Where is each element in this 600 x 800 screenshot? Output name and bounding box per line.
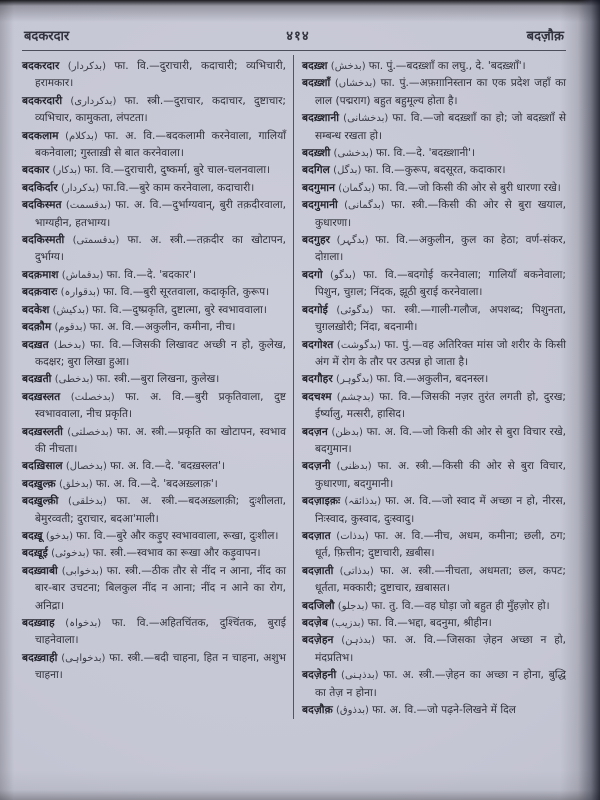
entry-headword: बदख़्श [302,60,328,72]
entry-definition: फा. अ. वि.—जिसका ज़ेहन अच्छा न हो, मंदप्रतिभ। [315,634,566,664]
entry-definition: फा. स्त्री.—स्वभाव का रूखा और कड़ुवापन। [92,547,261,560]
dictionary-entry [22,476,286,493]
entry-headword: बदकलाम [22,129,59,142]
entry-urdu-script: (بدخصال) [62,461,111,473]
left-column [22,55,293,719]
dictionary-entry [302,667,566,702]
dictionary-entry [22,197,286,232]
entry-urdu-script: (بدذات) [330,530,375,542]
entry-headword: बदगौहर [302,373,333,386]
entry-urdu-script: (بدگل) [329,165,365,177]
entry-urdu-script: (بدگوہر) [332,374,377,386]
entry-definition: फा. अ. स्त्री.—तक़दीर का खोटापन, दुर्भाग्य। [35,234,286,264]
entry-urdu-script: (بدقسمتی) [64,235,128,247]
dictionary-entry [22,58,286,93]
entry-definition: फा. अ. स्त्री.—नीचता, अधमता; छल, कपट; धूर्तता, मक्कारी; दुष्टाचार, ख़बासत। [315,564,566,595]
entry-definition: फा. वि.—जिसकी लिखावट अच्छी न हो, कुलेख, कदक्षर; बुरा लिखा हुआ। [35,338,286,368]
entry-definition: फा. पुं.—बदख़्शाँ का लघु., दे. 'बदख़्शाँ'। [368,60,526,72]
entry-headword: बदगोई [302,303,328,316]
entry-headword: बदख़स्लत [22,390,61,403]
dictionary-entry [302,145,566,162]
entry-definition: फा. अ. वि.—दुर्भाग्यवान्, बुरी तक़दीरवाला, भाग्यहीन, हतभाग्य। [35,199,286,229]
entry-headword: बदज़न [302,425,328,438]
entry-headword: बदक़वारः [22,286,58,299]
entry-definition: फा. वि.—जो बदख़्शाँ का हो; जो बदख़्शाँ से सम्बन्ध रखता हो। [315,112,567,142]
entry-definition: फा. स्त्री.—ठीक तौर से नींद न आना, नींद का बार-बार उचटना; बिलकुल नींद न आना; नींद न आने का रोग, अनिद्रा। [35,564,286,612]
entry-definition: फा. वि.—जो किसी की ओर से बुरी धारणा रखे। [378,181,561,194]
entry-headword: बदज़ात [302,529,331,542]
entry-urdu-script: (بدذہن) [333,635,383,647]
dictionary-entry [22,563,286,615]
entry-definition: फा. अ. वि.—जो किसी की ओर से बुरा विचार रखे, बदगुमान। [315,425,566,455]
entry-headword: बदज़ौक़ [302,704,333,717]
entry-definition: फा. स्त्री.—दुराचार, कदाचार, दुष्टाचार; व्यभिचार, कामुकता, लंपटता। [35,94,286,125]
dictionary-entry [302,563,566,598]
entry-urdu-script: (بدگمانی) [337,200,391,212]
entry-headword: बदज़ाती [302,564,334,577]
entry-urdu-script: (بدکردار) [57,182,103,194]
dictionary-entry [302,528,566,563]
entry-headword: बदक़ौम [22,321,52,334]
entry-urdu-script: (بدکیش) [49,304,93,316]
entry-headword: बदख़्वाह [22,617,55,629]
entry-urdu-script: (بدظنی) [330,461,378,473]
entry-urdu-script: (بدخوئی) [47,548,93,560]
entry-urdu-script: (بدذوق) [332,705,373,717]
entry-urdu-script: (بدگمان) [335,182,379,194]
page-number: ४१४ [286,29,310,44]
dictionary-entry [22,458,286,475]
dictionary-entry [22,545,286,562]
entry-definition: फा. वि.—दुष्प्रकृति, दुष्टात्मा, बुरे स्वभाववाला। [92,303,267,316]
dictionary-entry [22,162,286,179]
entry-headword: बदचश्म [302,390,332,403]
entry-urdu-script: (بدخلقی) [58,496,117,508]
entry-headword: बदख़्शी [302,147,331,160]
entry-urdu-script: (بدکردار) [59,61,115,72]
header-rule [22,50,566,51]
entry-urdu-script: (بدخشاں) [330,78,381,90]
entry-headword: बदज़ेब [302,617,328,629]
two-column-text [22,55,566,719]
entry-urdu-script: (بدخط) [48,339,91,351]
entry-definition: फा. अ. स्त्री.—किसी की ओर से बुरा विचार, कुधारणा, बदगुमानी। [315,460,566,490]
entry-headword: बदगुमान [302,181,336,194]
entry-headword: बदजिलौ [302,599,335,612]
dictionary-entry [302,232,566,267]
entry-headword: बदगुहर [302,234,331,247]
dictionary-entry [302,75,566,110]
dictionary-entry [22,180,286,197]
entry-urdu-script: (بدزیب) [327,618,368,629]
entry-headword: बदज़ेहनी [302,669,337,682]
entry-definition: फा. वि.—दे. 'बदकार'। [106,268,196,281]
dictionary-entry [22,128,286,163]
dictionary-entry [302,702,566,719]
entry-definition: फा. वि.—दुराचारी, दुष्कर्मा, बुरे चाल-चलनवाला। [84,164,271,177]
entry-definition: फा. वि.—अकुलीन, कुल का हेठा; वर्ण-संकर, दोग़ला। [315,234,566,264]
entry-headword: बदकरदारी [22,94,63,107]
dictionary-entry [302,371,566,388]
dictionary-entry [302,337,566,372]
dictionary-entry [22,232,286,267]
entry-definition: फा. वि.—अहितचिंतक, दुश्चिंतक, बुराई चाहनेवाला। [35,617,286,647]
entry-headword: बदख़ूई [22,547,48,560]
dictionary-entry [22,389,286,424]
entry-headword: बदख़िसाल [22,460,63,473]
header-right-guideword: बदज़ौक़ [526,29,564,44]
dictionary-entry [22,337,286,372]
entry-headword: बदख़ुल्क़ी [22,495,59,508]
entry-urdu-script: (بدگہر) [330,235,376,247]
entry-urdu-script: (بدگو) [322,269,364,281]
dictionary-entry [22,371,286,388]
entry-definition: फा. वि.—जिसकी नज़र तुरंत लगती हो, दुरख; ईर्ष्यालु, मत्सरी, हासिद। [315,390,566,421]
entry-definition: फा. अ. वि.—अकुलीन, कमीना, नीच। [89,321,236,334]
dictionary-entry [22,302,286,319]
entry-urdu-script: (بدکرداری) [62,95,125,107]
dictionary-entry [22,93,286,128]
entry-headword: बदज़नी [302,460,331,473]
entry-definition: फा. अ. स्त्री.—बदअख़्लाक़ी; दुःशीलता, बेमुरव्वती; दुराचार, बदआ'माली। [35,495,286,525]
entry-headword: बदकिर्दार [22,181,58,194]
entry-definition: फा. अ. वि.—बुरी प्रकृतिवाला, दुष्ट स्वभाववाला, नीच प्रकृति। [35,390,286,421]
entry-definition: फा. वि.—भद्दा, बदनुमा, श्रीहीन। [367,617,492,629]
dictionary-entry [302,58,566,75]
entry-definition: फा. वि.—बुरे और कड़ुए स्वभाववाला, रूखा, दुःशील। [76,529,279,542]
entry-urdu-script: (بدذاتی) [333,565,380,577]
entry-headword: बदज़ेहन [302,634,334,647]
entry-headword: बदज़ाइक़ः [302,495,341,508]
dictionary-entry [302,302,566,337]
entry-definition: फा. वि.—बुरी सूरतवाला, कदाकृति, कुरूप। [103,286,270,299]
entry-definition: फा. स्त्री.—बदी चाहना, हित न चाहना, अशुभ चाहना। [35,651,286,682]
entry-headword: बदगो [302,268,323,281]
dictionary-entry [302,110,566,145]
entry-headword: बदख़स्लती [22,425,64,438]
entry-definition: फा. पुं.—अफ़ग़ानिस्तान का एक प्रदेश जहाँ का लाल (पद्मराग) बहुत बहुमूल्य होता है। [315,77,566,107]
dictionary-entry [302,632,566,667]
entry-headword: बदकिस्मत [22,199,62,212]
page-content [22,18,566,719]
entry-definition: फा.वि.—बुरे काम करनेवाला, कदाचारी। [102,181,255,194]
dictionary-entry [302,615,566,632]
entry-headword: बदख़ती [22,373,52,386]
dictionary-entry [22,267,286,284]
dictionary-entry [302,424,566,459]
entry-urdu-script: (بدخشانی) [339,113,393,125]
entry-headword: बदकेश [22,303,50,316]
entry-headword: बदख़ुल्क़ [22,477,56,490]
entry-headword: बदख़्वाबी [22,564,58,577]
entry-urdu-script: (بدظن) [327,426,367,438]
entry-urdu-script: (بدذائقہ) [340,496,386,508]
entry-headword: बदगिल [302,164,330,177]
dictionary-entry [22,284,286,301]
entry-headword: बदगुमानी [302,199,338,212]
entry-definition: फा. स्त्री.—गाली-गलौज, अपशब्द; पिशुनता, चुग़लख़ोरी; निंदा, बदनामी। [315,303,566,334]
dictionary-entry [22,615,286,650]
entry-urdu-script: (بدقسمت) [61,200,116,212]
entry-urdu-script: (بدکلام) [58,130,105,142]
entry-headword: बदख़्शाँ [302,77,331,90]
entry-headword: बदक़माश [22,268,59,281]
entry-headword: बदख़ू [22,529,43,542]
dictionary-entry [302,389,566,424]
entry-headword: बदगोश्त [302,338,334,351]
entry-headword: बदकिस्मती [22,234,65,247]
entry-urdu-script: (بدگوئی) [327,304,382,316]
entry-definition: फा. वि.—दे. 'बदख़्शानी'। [376,147,476,160]
dictionary-entry [22,319,286,336]
right-column [293,55,566,719]
entry-urdu-script: (بدخلق) [55,478,96,490]
entry-headword: बदख़्शानी [302,112,340,125]
dictionary-entry [302,458,566,493]
entry-urdu-script: (بدخشی) [330,148,377,160]
dictionary-entry [22,493,286,528]
running-header [22,18,566,50]
entry-definition: फा. वि.—बदगोई करनेवाला; गालियाँ बकनेवाला; पिशुन, चुग़ल; निंदक, झूठी बुराई करनेवाला। [315,268,566,299]
entry-headword: बदकरदार [22,60,60,72]
entry-urdu-script: (بدقوارہ) [57,287,104,299]
entry-definition: फा. वि.—कुरूप, बदसूरत, कदाकार। [364,164,506,177]
entry-urdu-script: (بدجلو) [334,600,372,612]
entry-urdu-script: (بدچشم) [331,391,380,403]
entry-definition: फा. अ. वि.—जो पढ़ने-लिखने में दिल [372,704,516,717]
entry-urdu-script: (بدکار) [49,165,85,177]
entry-definition: फा. वि.—अकुलीन, बदनस्ल। [376,373,489,386]
entry-definition: फा. वि.—दुराचारी, कदाचारी; व्यभिचारी, हरामकार। [35,60,286,90]
dictionary-entry [302,598,566,615]
entry-definition: फा. स्त्री.—किसी की ओर से बुरा खयाल, कुधारणा। [315,199,566,229]
entry-urdu-script: (بدقماش) [58,269,107,281]
entry-definition: फा. अ. वि.—बदकलामी करनेवाला, गालियाँ बकनेवाला; गुस्ताख़ी से बात करनेवाला। [35,129,286,160]
entry-urdu-script: (بدخطی) [51,374,97,386]
entry-definition: फा. अ. वि.—दे. 'बदअख़्लाक़'। [95,477,218,490]
entry-definition: फा. अ. वि.—जो स्वाद में अच्छा न हो, नीरस, निःस्वाद, कुस्वाद, दुःस्वादु। [315,495,566,525]
entry-definition: फा. अ. स्त्री.—ज़ेहन का अच्छा न होना, बुद्धि का तेज़ न होना। [315,669,566,699]
dictionary-entry [22,528,286,545]
entry-urdu-script: (بدذہنی) [336,670,384,682]
entry-definition: फा. तु. वि.—वह घोड़ा जो बहुत ही मुँहज़ोर हो। [371,599,550,612]
dictionary-entry [22,650,286,685]
entry-definition: फा. अ. वि.—नीच, अधम, कमीना; छली, ठग; धूर्त, फ़ित्तीन; दुष्टाचारी, ख़बीस। [315,529,566,560]
entry-headword: बदख़्वाही [22,651,58,664]
dictionary-entry [302,493,566,528]
entry-urdu-script: (بدخواہ) [54,618,112,629]
entry-definition: फा. स्त्री.—बुरा लिखना, कुलेख। [96,373,220,386]
entry-urdu-script: (بدخو) [42,530,77,542]
header-left-guideword: बदकरदार [24,29,70,44]
entry-urdu-script: (بدگوشت) [333,339,385,351]
entry-definition: फा. पुं.—वह अतिरिक्त मांस जो शरीर के किसी अंग में रोग के तौर पर उत्पन्न हो जाता है। [315,338,566,368]
entry-headword: बदकार [22,164,50,177]
entry-urdu-script: (بدخوابی) [57,565,107,577]
entry-urdu-script: (بدخصلتی) [63,426,117,438]
entry-definition: फा. अ. वि.—दे. 'बदख़स्लत'। [110,460,226,473]
dictionary-entry [22,424,286,459]
dictionary-entry [302,180,566,197]
entry-urdu-script: (بدقوم) [51,322,90,334]
dictionary-entry [302,267,566,302]
entry-urdu-script: (بدخش) [327,61,369,72]
dictionary-entry [302,162,566,179]
entry-urdu-script: (بدخواہی) [57,652,110,664]
entry-definition: फा. अ. स्त्री.—प्रकृति का खोटापन, स्वभाव की नीचता। [35,425,286,455]
entry-headword: बदख़त [22,338,49,351]
dictionary-entry [302,197,566,232]
entry-urdu-script: (بدخصلت) [60,391,126,403]
